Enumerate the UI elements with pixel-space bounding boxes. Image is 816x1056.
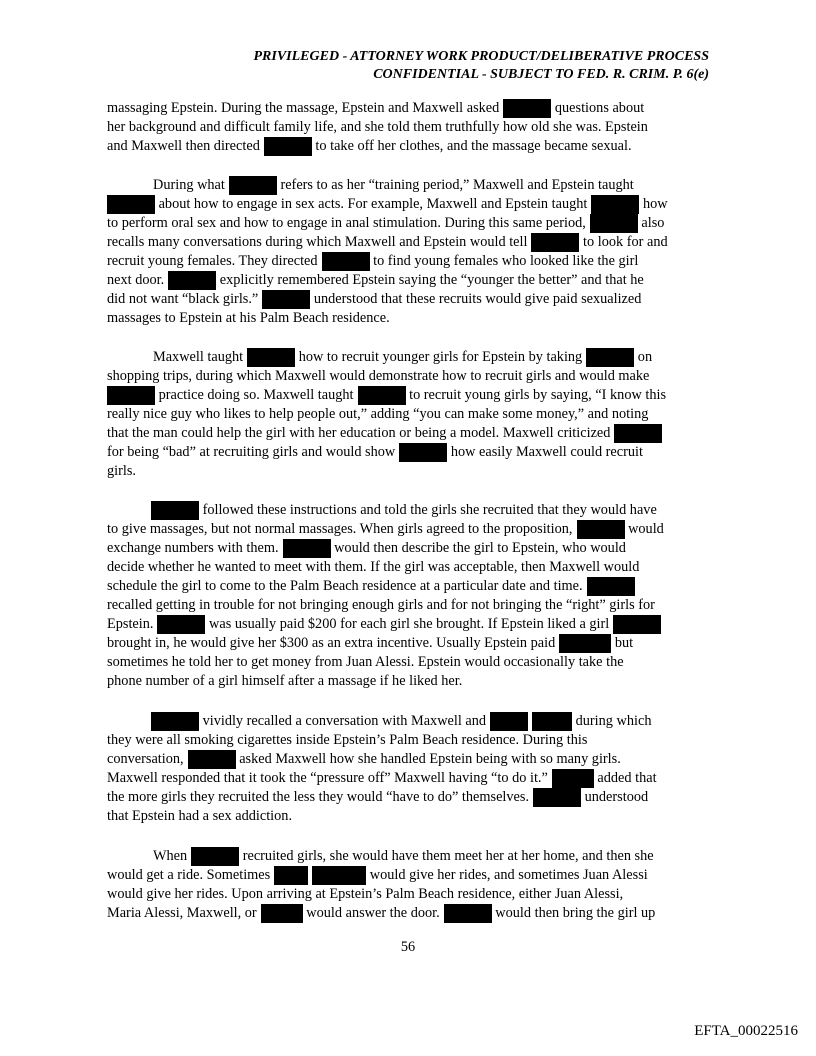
line-text: would xyxy=(624,521,664,537)
line-text: the more girls they recruited the less they would “have to do” themselves. xyxy=(107,789,530,805)
line-text: sometimes he told her to get money from Juan Alessi. Epstein would occasionally take the xyxy=(107,654,624,670)
line-text: was usually paid $200 for each girl she brought. If Epstein liked a girl xyxy=(205,616,610,632)
redaction-box xyxy=(261,904,303,923)
redaction-box xyxy=(591,195,639,214)
line-text: recalls many conversations during which Maxwell and Epstein would tell xyxy=(107,234,528,250)
line-text: to take off her clothes, and the massage became sexual. xyxy=(311,138,632,154)
text-line xyxy=(107,367,649,386)
redaction-box xyxy=(151,712,199,731)
text-line xyxy=(107,195,668,214)
text-line xyxy=(107,424,662,443)
text-line xyxy=(107,558,639,577)
text-line xyxy=(107,118,648,137)
confidentiality-header-line-2: CONFIDENTIAL - SUBJECT TO FED. R. CRIM. P. 6(e) xyxy=(373,67,709,82)
line-text: during which xyxy=(572,713,652,729)
redaction-box xyxy=(107,195,155,214)
line-text: understood that these recruits would give paid sexualized xyxy=(310,291,642,307)
line-text: to look for and xyxy=(579,234,668,250)
confidentiality-header-line-1: PRIVILEGED - ATTORNEY WORK PRODUCT/DELIBERATIVE PROCESS xyxy=(253,49,709,64)
redaction-box xyxy=(559,634,611,653)
text-line xyxy=(107,539,626,558)
line-text: would give her rides, and sometimes Juan Alessi xyxy=(366,867,648,883)
line-text: they were all smoking cigarettes inside Epstein’s Palm Beach residence. During this xyxy=(107,732,588,748)
line-text: really nice guy who likes to help people out,” adding “you can make some money,” and noting xyxy=(107,406,649,422)
text-line xyxy=(107,214,664,233)
line-text: Epstein. xyxy=(107,616,154,632)
text-line xyxy=(151,712,651,731)
redaction-box xyxy=(444,904,492,923)
redaction-box xyxy=(168,271,216,290)
text-line xyxy=(107,443,643,462)
line-text: her background and difficult family life, and she told them truthfully how old she was. Epstein xyxy=(107,119,648,135)
redaction-box xyxy=(264,137,312,156)
line-text: refers to as her “training period,” Maxwell and Epstein taught xyxy=(276,177,634,193)
text-line xyxy=(153,847,654,866)
line-text: phone number of a girl himself after a massage if he liked her. xyxy=(107,673,463,689)
text-line xyxy=(107,596,655,615)
redaction-box xyxy=(590,214,638,233)
line-text: vividly recalled a conversation with Maxwell and xyxy=(199,713,487,729)
text-line xyxy=(107,577,635,596)
redaction-box xyxy=(283,539,331,558)
line-text: conversation, xyxy=(107,751,184,767)
line-text: how to recruit younger girls for Epstein by taking xyxy=(295,349,583,365)
redaction-box xyxy=(262,290,310,309)
line-text: questions about xyxy=(551,100,645,116)
line-text: also xyxy=(637,215,665,231)
redaction-box xyxy=(322,252,370,271)
redaction-box xyxy=(614,424,662,443)
line-text: on xyxy=(634,349,653,365)
line-text: recruit young females. They directed xyxy=(107,253,318,269)
redaction-box xyxy=(229,176,277,195)
redaction-box xyxy=(151,501,199,520)
line-text: how easily Maxwell could recruit xyxy=(447,444,643,460)
text-line xyxy=(107,520,664,539)
line-text: would give her rides. Upon arriving at Epstein’s Palm Beach residence, either Juan Alessi, xyxy=(107,886,624,902)
text-line xyxy=(153,348,652,367)
text-line xyxy=(107,885,623,904)
line-text: added that xyxy=(593,770,657,786)
redaction-box xyxy=(587,577,635,596)
line-text: massages to Epstein at his Palm Beach residence. xyxy=(107,310,390,326)
text-line xyxy=(107,807,292,826)
text-line xyxy=(151,501,657,520)
redaction-box xyxy=(503,99,551,118)
line-text: recruited girls, she would have them meet her at her home, and then she xyxy=(239,848,654,864)
redaction-box xyxy=(533,788,581,807)
redaction-box xyxy=(531,233,579,252)
text-line xyxy=(107,634,633,653)
page-number: 56 xyxy=(400,939,416,955)
text-line xyxy=(107,290,641,309)
text-line xyxy=(107,731,587,750)
document-id: EFTA_00022516 xyxy=(694,1023,798,1039)
text-line xyxy=(107,904,655,923)
line-text: exchange numbers with them. xyxy=(107,540,279,556)
line-text: and Maxwell then directed xyxy=(107,138,260,154)
line-text: shopping trips, during which Maxwell would demonstrate how to recruit girls and would make xyxy=(107,368,650,384)
redaction-box xyxy=(586,348,634,367)
redaction-box xyxy=(107,386,155,405)
redaction-box xyxy=(312,866,366,885)
line-text: understood xyxy=(581,789,649,805)
line-text: Maria Alessi, Maxwell, or xyxy=(107,905,257,921)
text-line xyxy=(107,271,644,290)
line-text: brought in, he would give her $300 as an extra incentive. Usually Epstein paid xyxy=(107,635,556,651)
text-line xyxy=(107,462,136,481)
text-line xyxy=(107,788,648,807)
redaction-box xyxy=(613,615,661,634)
line-text: to find young females who looked like the girl xyxy=(369,253,639,269)
line-text: next door. xyxy=(107,272,165,288)
text-line xyxy=(107,233,668,252)
line-text: about how to engage in sex acts. For example, Maxwell and Epstein taught xyxy=(155,196,588,212)
line-text: to perform oral sex and how to engage in anal stimulation. During this same period, xyxy=(107,215,586,231)
line-text: explicitly remembered Epstein saying the “younger the better” and that he xyxy=(216,272,644,288)
line-text: massaging Epstein. During the massage, Epstein and Maxwell asked xyxy=(107,100,500,116)
line-text: that Epstein had a sex addiction. xyxy=(107,808,293,824)
line-text: to recruit young girls by saying, “I know this xyxy=(405,387,667,403)
line-text: followed these instructions and told the girls she recruited that they would have xyxy=(199,502,657,518)
redaction-box xyxy=(552,769,594,788)
text-line xyxy=(153,176,634,195)
line-text: girls. xyxy=(107,463,136,479)
line-text: When xyxy=(153,848,188,864)
redaction-box xyxy=(399,443,447,462)
text-line xyxy=(107,252,638,271)
line-text: that the man could help the girl with her education or being a model. Maxwell criticized xyxy=(107,425,611,441)
line-text: asked Maxwell how she handled Epstein being with so many girls. xyxy=(235,751,621,767)
line-text: Maxwell responded that it took the “pressure off” Maxwell having “to do it.” xyxy=(107,770,548,786)
text-line xyxy=(107,750,621,769)
text-line xyxy=(107,866,648,885)
redaction-box xyxy=(247,348,295,367)
line-text: Maxwell taught xyxy=(153,349,244,365)
line-text: for being “bad” at recruiting girls and would show xyxy=(107,444,396,460)
line-text: recalled getting in trouble for not bringing enough girls and for not bringing the “right” girls for xyxy=(107,597,655,613)
redaction-box xyxy=(157,615,205,634)
line-text: but xyxy=(611,635,634,651)
text-line xyxy=(107,769,657,788)
line-text: how xyxy=(639,196,668,212)
line-text: During what xyxy=(153,177,225,193)
redaction-box xyxy=(532,712,572,731)
redaction-box xyxy=(490,712,528,731)
text-line xyxy=(107,99,644,118)
text-line xyxy=(107,653,624,672)
line-text: would then bring the girl up xyxy=(491,905,656,921)
line-text: would get a ride. Sometimes xyxy=(107,867,271,883)
line-text: schedule the girl to come to the Palm Beach residence at a particular date and time. xyxy=(107,578,583,594)
text-line xyxy=(107,615,661,634)
line-text: would answer the door. xyxy=(302,905,440,921)
line-text: did not want “black girls.” xyxy=(107,291,259,307)
line-text: practice doing so. Maxwell taught xyxy=(155,387,354,403)
line-text: decide whether he wanted to meet with them. If the girl was acceptable, then Maxwell would xyxy=(107,559,640,575)
redaction-box xyxy=(274,866,308,885)
text-line xyxy=(107,386,666,405)
redaction-box xyxy=(191,847,239,866)
line-text: would then describe the girl to Epstein, who would xyxy=(330,540,626,556)
redaction-box xyxy=(188,750,236,769)
text-line xyxy=(107,672,462,691)
text-line xyxy=(107,137,632,156)
text-line xyxy=(107,309,390,328)
redaction-box xyxy=(358,386,406,405)
line-text: to give massages, but not normal massages. When girls agreed to the proposition, xyxy=(107,521,573,537)
text-line xyxy=(107,405,648,424)
redaction-box xyxy=(577,520,625,539)
